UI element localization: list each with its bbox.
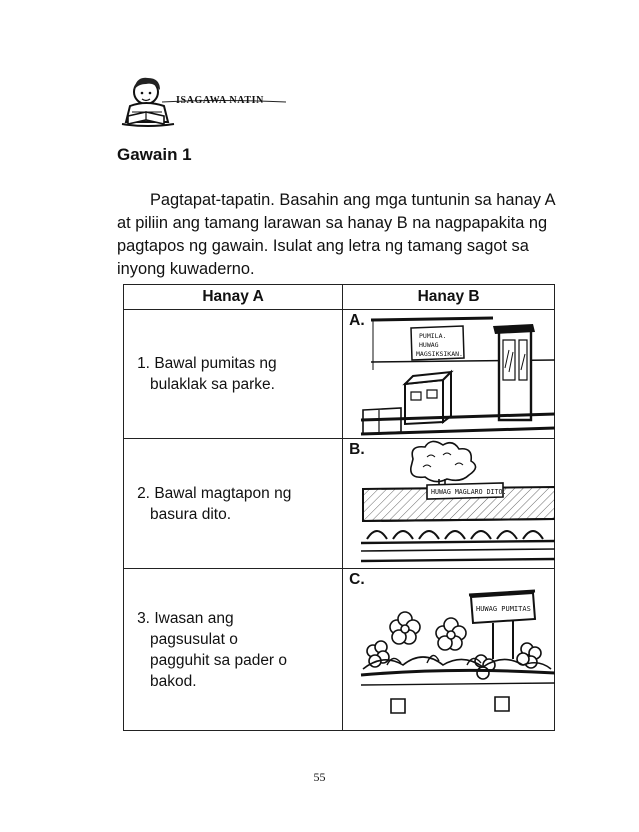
sign-text: MAGSIKSIKAN. [416, 350, 464, 358]
item-number: 1. [137, 355, 150, 372]
activity-instructions: Pagtapat-tapatin. Basahin ang mga tuntunin sa hanay A at piliin ang tamang larawan sa hanay B na nagpapakita ng pagtapos ng gawain. Isulat ang letra ng tamang sagot sa inyong kuwaderno. [117, 191, 555, 278]
item-text: Bawal magtapon ng [154, 484, 292, 502]
matching-table [123, 284, 555, 731]
queue-sign-building-icon [343, 310, 555, 438]
hanay-b-choice-b [343, 439, 555, 569]
item-text: pagguhit sa pader o [150, 651, 288, 669]
page-number: 55 [313, 770, 326, 784]
item-text: Iwasan ang [154, 609, 234, 627]
column-header-hanay-b: Hanay B [343, 285, 555, 310]
hanay-b-choice-a [343, 310, 555, 439]
hanay-a-item-3 [124, 569, 343, 731]
sign-text: HUWAG [419, 341, 439, 349]
choice-letter: B. [349, 441, 365, 458]
item-number: 3. [137, 609, 150, 627]
item-text: Bawal pumitas ng [154, 355, 277, 372]
item-text: pagsusulat o [150, 630, 238, 648]
choice-letter: C. [349, 571, 365, 588]
item-text: bakod. [150, 672, 197, 690]
hanay-a-item-2 [124, 439, 343, 569]
sign-text: PUMILA. [419, 332, 447, 340]
item-text: basura dito. [150, 505, 231, 523]
table-row [124, 569, 555, 731]
flowers-with-sign-icon [343, 569, 555, 730]
hanay-b-choice-c [343, 569, 555, 731]
activity-title: Gawain 1 [117, 145, 192, 164]
sign-text: HUWAG MAGLARO DITO. [431, 488, 507, 496]
hanay-a-item-1 [124, 310, 343, 439]
table-header-row [124, 285, 555, 310]
fence-with-sign-icon [343, 439, 555, 568]
item-text: bulaklak sa parke. [150, 376, 275, 393]
table-row [124, 439, 555, 569]
table-row [124, 310, 555, 439]
sign-text: HUWAG PUMITAS [476, 605, 531, 613]
section-label: ISAGAWA NATIN [176, 95, 264, 106]
item-number: 2. [137, 484, 150, 502]
choice-letter: A. [349, 312, 365, 329]
column-header-hanay-a: Hanay A [124, 285, 343, 310]
